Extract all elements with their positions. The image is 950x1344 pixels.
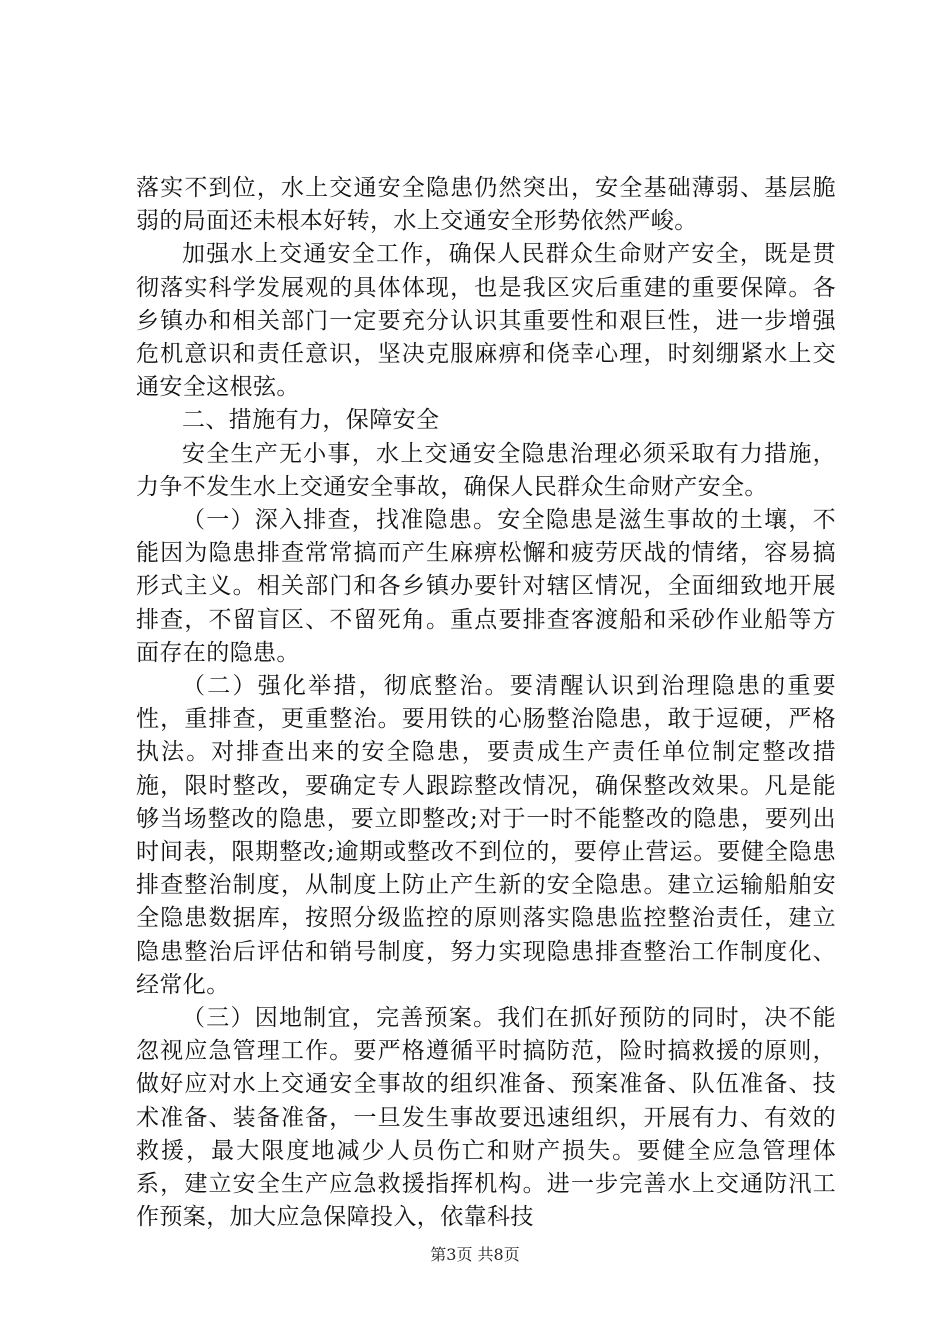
paragraph-item-3: （三）因地制宜，完善预案。我们在抓好预防的同时，决不能忽视应急管理工作。要严格遵循平时搞防范，险时搞救援的原则，做好应对水上交通安全事故的组织准备、预案准备、队伍准备、技术准备、装备准备，一旦发生事故要迅速组织，开展有力、有效的救援，最大限度地减少人员伤亡和财产损失。要健全应急管理体系，建立安全生产应急救援指挥机构。进一步完善水上交通防汛工作预案，加大应急保障投入，依靠科技 (136, 1005, 836, 1231)
document-body (136, 172, 836, 1235)
paragraph-continuation: 落实不到位，水上交通安全隐患仍然突出，安全基础薄弱、基层脆弱的局面还未根本好转，水上交通安全形势依然严峻。 (136, 175, 836, 235)
paragraph-safety-intro: 安全生产无小事，水上交通安全隐患治理必须采取有力措施，力争不发生水上交通安全事故，确保人民群众生命财产安全。 (136, 440, 836, 500)
paragraph-item-2: （二）强化举措，彻底整治。要清醒认识到治理隐患的重要性，重排查，更重整治。要用铁的心肠整治隐患，敢于逗硬，严格执法。对排查出来的安全隐患，要责成生产责任单位制定整改措施，限时整改，要确定专人跟踪整改情况，确保整改效果。凡是能够当场整改的隐患，要立即整改;对于一时不能整改的隐患，要列出时间表，限期整改;逾期或整改不到位的，要停止营运。要健全隐患排查整治制度，从制度上防止产生新的安全隐患。建立运输船舶安全隐患数据库，按照分级监控的原则落实隐患监控整治责任，建立隐患整治后评估和销号制度，努力实现隐患排查整治工作制度化、经常化。 (136, 673, 836, 998)
section-heading-measures: 二、措施有力，保障安全 (182, 407, 440, 434)
page-number-footer: 第3页 共8页 (430, 1245, 520, 1264)
paragraph-importance: 加强水上交通安全工作，确保人民群众生命财产安全，既是贯彻落实科学发展观的具体体现，也是我区灾后重建的重要保障。各乡镇办和相关部门一定要充分认识其重要性和艰巨性，进一步增强危机意识和责任意识，坚决克服麻痹和侥幸心理，时刻绷紧水上交通安全这根弦。 (136, 241, 836, 401)
paragraph-item-1: （一）深入排查，找准隐患。安全隐患是滋生事故的土壤，不能因为隐患排查常常搞而产生麻痹松懈和疲劳厌战的情绪，容易搞形式主义。相关部门和各乡镇办要针对辖区情况，全面细致地开展排查，不留盲区、不留死角。重点要排查客渡船和采砂作业船等方面存在的隐患。 (136, 507, 836, 666)
